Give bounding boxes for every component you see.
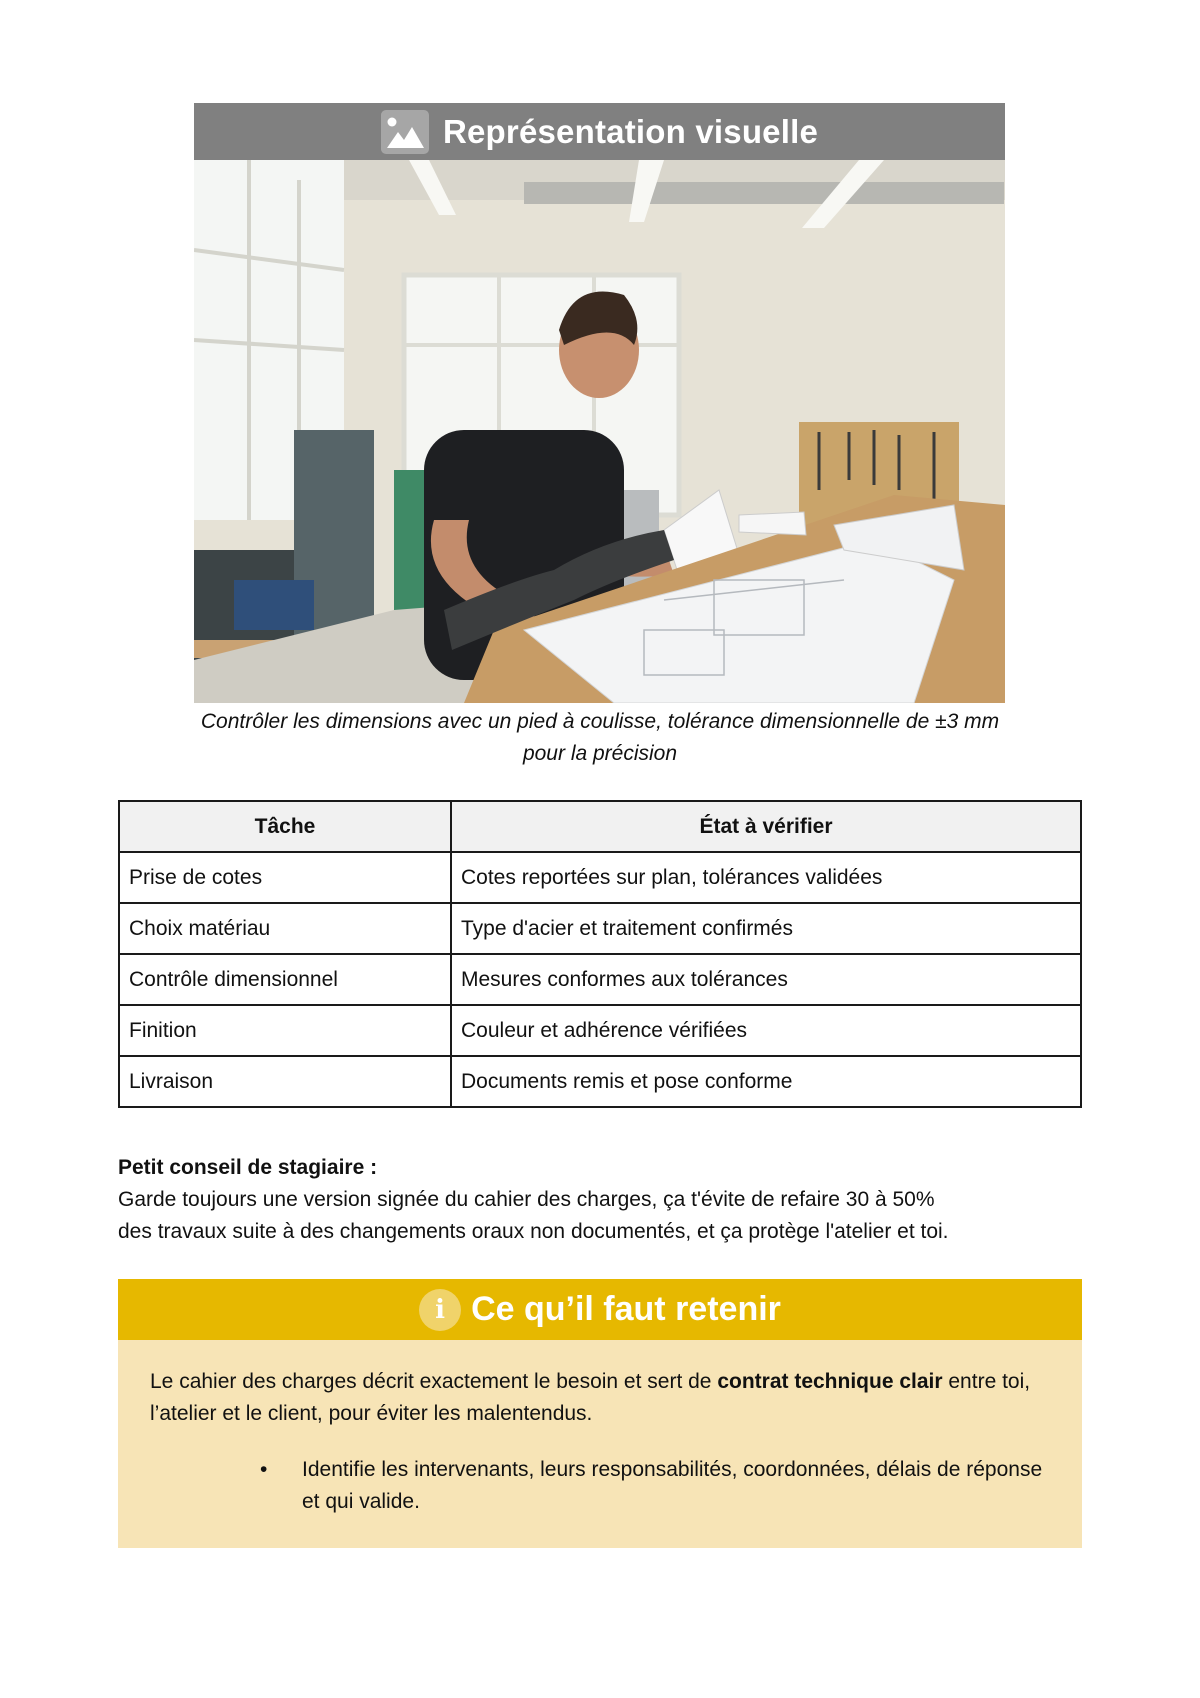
callout-body [118,1340,1082,1548]
figure-header [194,103,1005,160]
tip-line-1: Garde toujours une version signée du cahier des charges, ça t'évite de refaire 30 à 50% [118,1188,935,1211]
callout-header [118,1279,1082,1340]
status-cell: Type d'acier et traitement confirmés [451,903,1081,954]
key-takeaways-callout [118,1279,1082,1548]
column-header-task: Tâche [119,801,451,852]
status-cell: Couleur et adhérence vérifiées [451,1005,1081,1056]
image-icon [381,110,429,154]
callout-title: Ce qu’il faut retenir [471,1290,781,1328]
tip-title: Petit conseil de stagiaire : [118,1156,378,1179]
table-row [119,1056,1081,1107]
figure [194,103,1005,703]
intro-text: Le cahier des charges décrit exactement le besoin et sert de [150,1370,718,1393]
list-item-text: Identifie les intervenants, leurs responsabilités, coordonnées, délais de réponse et qui valide. [302,1458,1043,1513]
table-row [119,903,1081,954]
table-header-row [119,801,1081,852]
task-cell: Choix matériau [119,903,451,954]
status-cell: Cotes reportées sur plan, tolérances validées [451,852,1081,903]
workshop-photo [194,160,1005,703]
list-item [260,1454,1050,1518]
table-row [119,852,1081,903]
tip-line-2: des travaux suite à des changements oraux non documentés, et ça protège l'atelier et toi. [118,1220,949,1243]
callout-bullet-list [150,1454,1050,1518]
task-cell: Prise de cotes [119,852,451,903]
bullet-icon: • [260,1458,268,1481]
intro-text-end: entre toi, l’atelier et le client, pour éviter les malentendus. [150,1370,1031,1425]
intro-emphasis: contrat technique clair [717,1370,943,1393]
status-cell: Mesures conformes aux tolérances [451,954,1081,1005]
caption-line-2: pour la précision [522,742,678,765]
table-row [119,1005,1081,1056]
figure-title: Représentation visuelle [442,112,819,150]
info-icon: i [419,1289,461,1331]
callout-intro [150,1366,1050,1430]
column-header-status: État à vérifier [451,801,1081,852]
task-cell: Finition [119,1005,451,1056]
task-cell: Livraison [119,1056,451,1107]
table-row [119,954,1081,1005]
status-cell: Documents remis et pose conforme [451,1056,1081,1107]
task-cell: Contrôle dimensionnel [119,954,451,1005]
intern-tip [118,1152,1098,1248]
tasks-table [118,800,1082,1108]
caption-line-1: Contrôler les dimensions avec un pied à coulisse, tolérance dimensionnelle de ±3 mm [200,710,1000,733]
figure-caption [120,706,1080,770]
